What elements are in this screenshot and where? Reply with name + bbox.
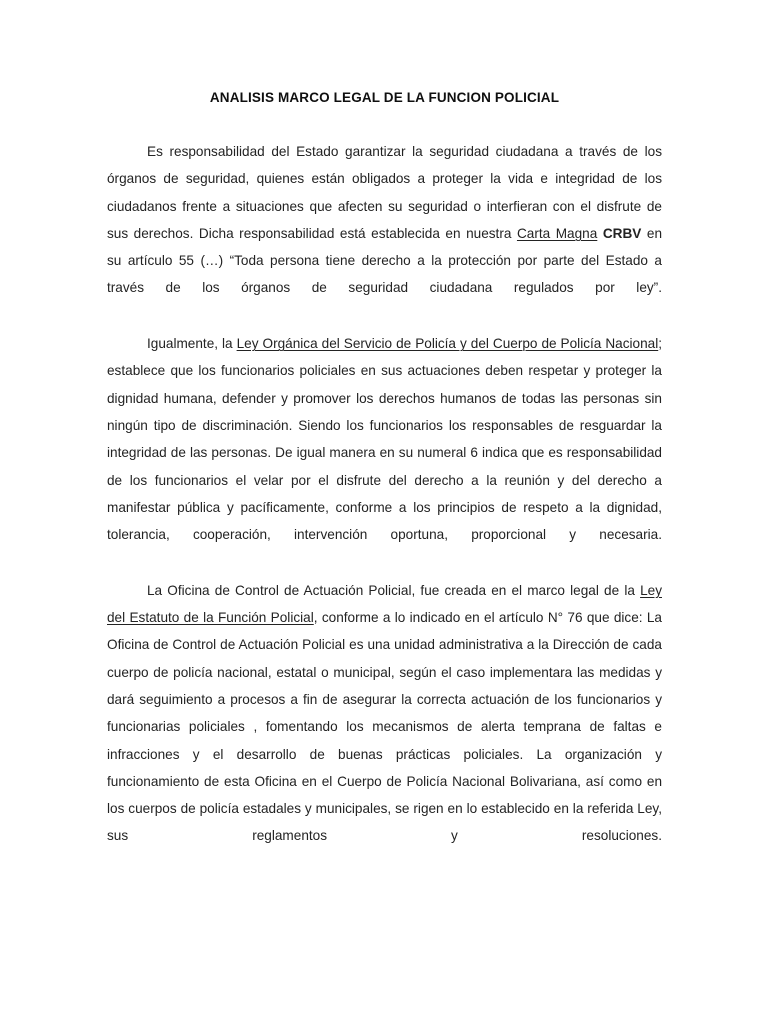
- document-text-body: [107, 0, 662, 877]
- text-run: Es responsabilidad del Estado garantizar la seguridad ciudadana a través de los órganos de seguridad, quienes están obligados a proteger la vida e integridad de los ciudadanos frente a situaciones que afecten su seguridad o interfieran con el disfrute de sus derechos. Dicha responsabilidad está establecida en nuestra: [107, 144, 662, 241]
- text-run: La Oficina de Control de Actuación Policial, fue creada en el marco legal de la: [147, 582, 641, 598]
- text-run: en su artículo 55 (…) “Toda persona tiene derecho a la protección por parte del Estado a través de los órganos de seguridad ciudadana regulados por ley”.: [107, 225, 663, 296]
- paragraph-1: [107, 138, 662, 329]
- law-name-underlined: Carta Magna: [516, 225, 598, 241]
- law-name-underlined: Ley del Estatuto de la Función Policial: [107, 582, 662, 626]
- paragraph-3: [107, 577, 662, 877]
- paragraph-2: [107, 330, 662, 576]
- text-run: Igualmente, la: [147, 336, 237, 352]
- text-run: ; establece que los funcionarios policiales en sus actuaciones deben respetar y proteger la dignidad humana, defender y promover los derechos humanos de todas las personas sin ningún tipo de discriminación. Siendo los funcionarios los responsables de resguardar la integridad de las personas. De igual manera en su numeral 6 indica que es responsabilidad de los funcionarios el velar por el disfrute del derecho a la reunión y del derecho a manifestar pública y pacíficamente, conforme a los principios de respeto a la dignidad, tolerancia, cooperación, intervención oportuna, proporcional y necesaria.: [107, 336, 663, 543]
- text-run: , conforme a lo indicado en el artículo N° 76 que dice: La Oficina de Control de Actuación Policial es una unidad administrativa a la Dirección de cada cuerpo de policía nacional, estatal o municipal, según el caso implementara las medidas y dará seguimiento a procesos a fin de asegurar la correcta actuación de los funcionarios y funcionarias policiales , fomentando los mecanismos de alerta temprana de faltas e infracciones y el desarrollo de buenas prácticas policiales. La organización y funcionamiento de esta Oficina en el Cuerpo de Policía Nacional Bolivariana, así como en los cuerpos de policía estadales y municipales, se rigen en lo establecido en la referida Ley, sus reglamentos y resoluciones.: [107, 610, 662, 844]
- page-title: ANALISIS MARCO LEGAL DE LA FUNCION POLICIAL: [209, 90, 560, 105]
- acronym-bold: CRBV: [602, 225, 642, 241]
- law-name-underlined: Ley Orgánica del Servicio de Policía y del Cuerpo de Policía Nacional: [236, 336, 659, 352]
